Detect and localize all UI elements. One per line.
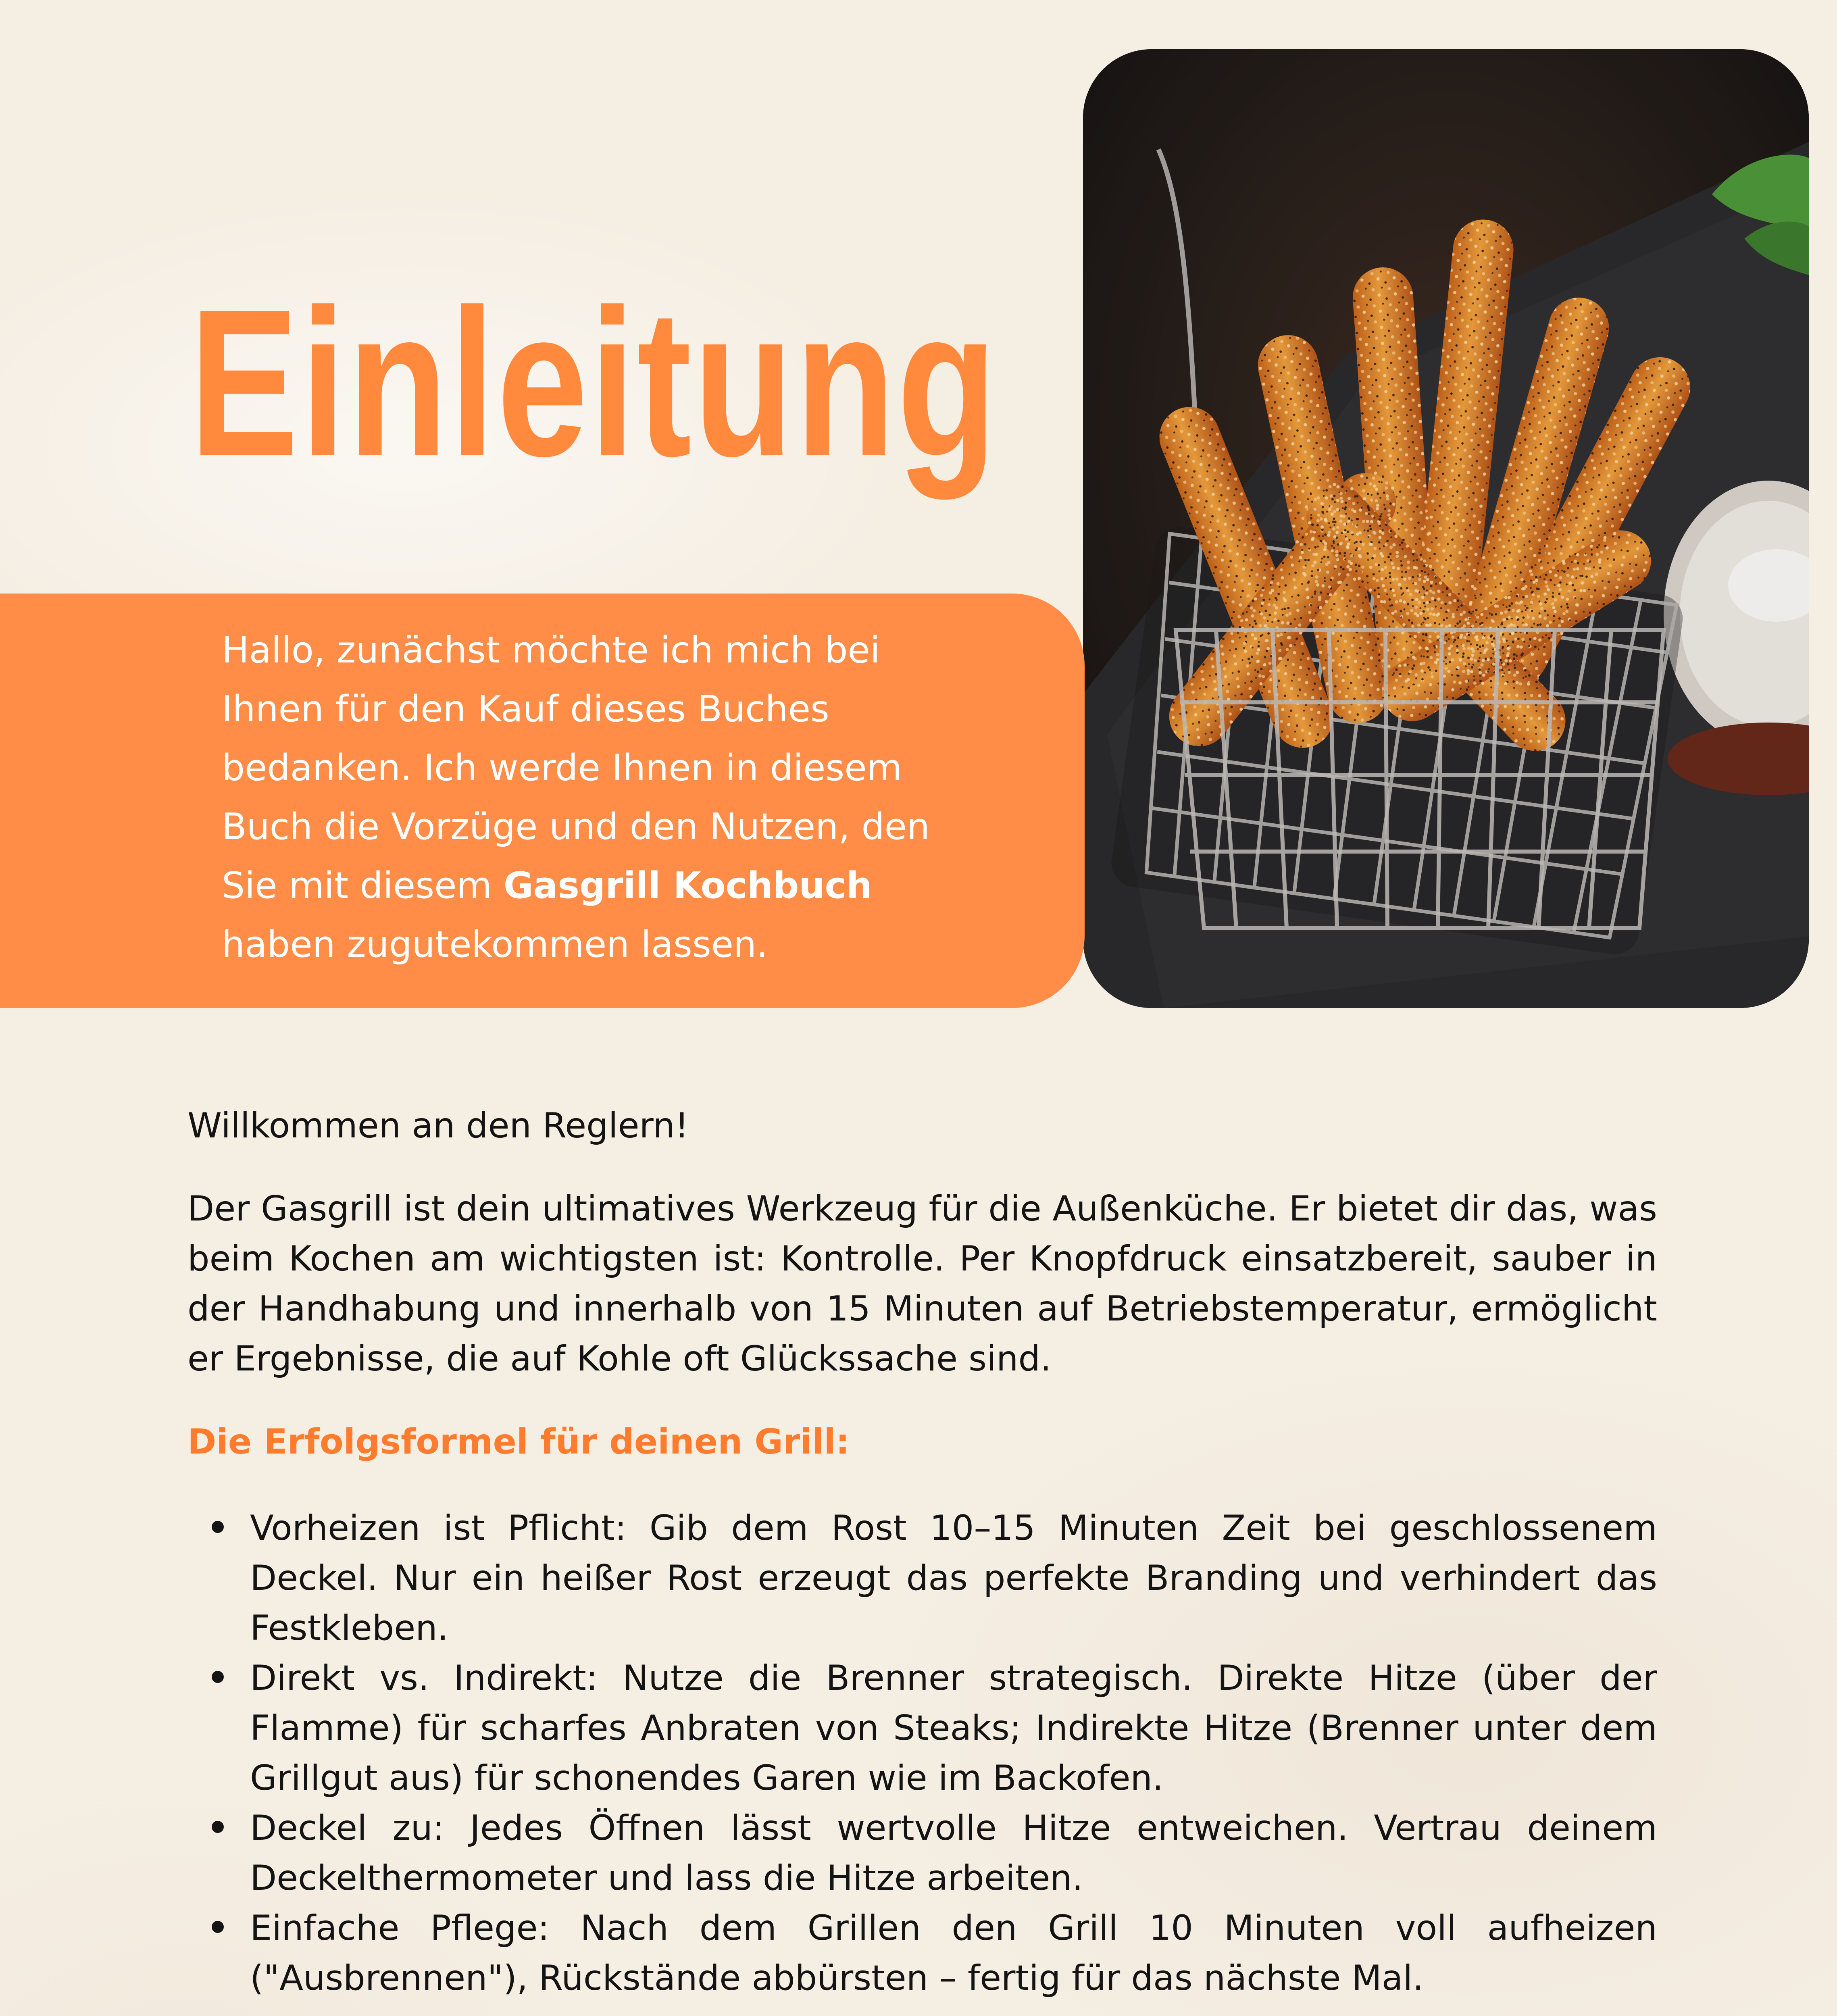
intro-text-start: Hallo, zunächst möchte ich mich bei Ihnen für den Kauf dieses Buches bedanken. Ich werde Ihnen in diesem Buch die Vorzüge und den Nutzen, den Sie mit diesem: [222, 629, 930, 907]
intro-text-end: haben zugutekommen lassen.: [222, 923, 768, 966]
hero-photo: [1083, 49, 1809, 1008]
list-item-text: Einfache Pflege: Nach dem Grillen den Grill 10 Minuten voll aufheizen ("Ausbrennen"), Rückstände abbürsten – fertig für das nächste Mal.: [250, 1908, 1657, 1998]
page-title: Einleitung: [190, 266, 999, 500]
bullet-icon: [212, 1671, 224, 1683]
section-subheading: Die Erfolgsformel für deinen Grill:: [187, 1422, 850, 1462]
intro-text: [222, 621, 972, 974]
tips-list: [187, 1503, 1657, 2003]
list-item: [187, 1503, 1657, 1653]
intro-paragraph: Der Gasgrill ist dein ultimatives Werkzeug für die Außenküche. Er bietet dir das, was beim Kochen am wichtigsten ist: Kontrolle. Per Knopfdruck einsatzbereit, sauber in der Handhabung und innerhalb von 15 Minuten auf Betriebstemperatur, ermöglicht er Ergebnisse, die auf Kohle oft Glückssache sind.: [187, 1189, 1657, 1379]
list-item-text: Deckel zu: Jedes Öffnen lässt wertvolle Hitze entweichen. Vertrau deinem Deckelthermometer und lass die Hitze arbeiten.: [250, 1808, 1657, 1898]
welcome-line: Willkommen an den Reglern!: [187, 1106, 689, 1146]
list-item-text: Direkt vs. Indirekt: Nutze die Brenner strategisch. Direkte Hitze (über der Flamme) für scharfes Anbraten von Steaks; Indirekte Hitze (Brenner unter dem Grillgut aus) für schonendes Garen wie im Backofen.: [250, 1658, 1657, 1798]
bullet-icon: [212, 1521, 224, 1533]
body-text: [187, 1101, 1657, 2016]
list-item: [187, 1803, 1657, 1903]
bullet-icon: [212, 1821, 224, 1833]
list-item: [187, 1653, 1657, 1803]
fried-food-basket-icon: [1083, 49, 1809, 1008]
intro-book-title: Gasgrill Kochbuch: [503, 864, 872, 907]
bullet-icon: [212, 1921, 224, 1933]
list-item: [187, 1903, 1657, 2003]
list-item-text: Vorheizen ist Pflicht: Gib dem Rost 10–15 Minuten Zeit bei geschlossenem Deckel. Nur ein heißer Rost erzeugt das perfekte Branding und verhindert das Festkleben.: [250, 1508, 1657, 1648]
